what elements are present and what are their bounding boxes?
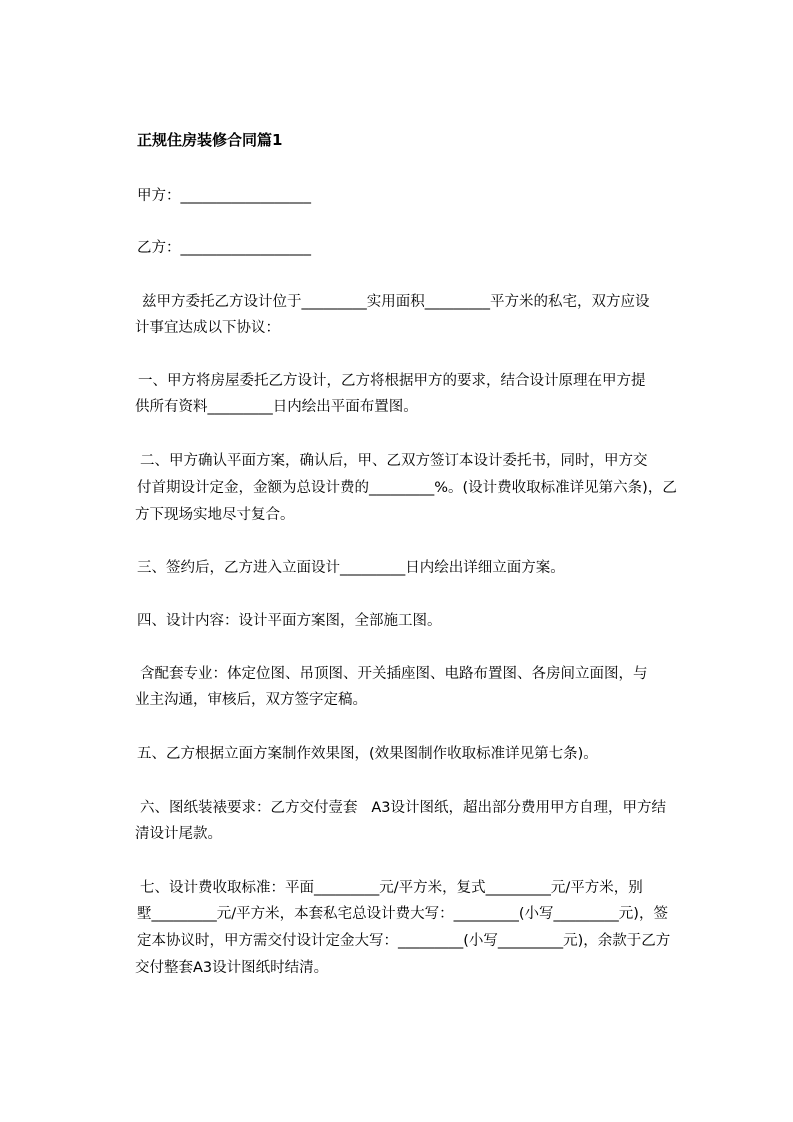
clause2-line-3: 方下现场实地尽寸复合。	[135, 507, 295, 523]
clause4-detail-line-1: 含配套专业：体定位图、吊顶图、开关插座图、电路布置图、各房间立面图，与	[140, 666, 648, 682]
clause3-line: 三、签约后，乙方进入立面设计_________日内绘出详细立面方案。	[137, 560, 565, 576]
clause4-line: 四、设计内容：设计平面方案图，全部施工图。	[137, 613, 442, 629]
clause1-line-2: 供所有资料_________日内绘出平面布置图。	[135, 399, 418, 415]
intro-line-1: 兹甲方委托乙方设计位于_________实用面积_________平方米的私宅，双方应设	[142, 294, 650, 310]
clause6-line-2: 清设计尾款。	[135, 826, 222, 842]
clause7-line-2: 墅_________元/平方米，本套私宅总设计费大写：_________(小写_________元)，签	[137, 906, 668, 922]
clause4-detail-line-2: 业主沟通，审核后，双方签字定稿。	[135, 692, 367, 708]
clause2-line-1: 二、甲方确认平面方案，确认后，甲、乙双方签订本设计委托书，同时，甲方交	[140, 453, 648, 469]
intro-line-2: 计事宜达成以下协议：	[135, 320, 280, 336]
clause5-line: 五、乙方根据立面方案制作效果图，(效果图制作收取标准详见第七条)。	[137, 746, 598, 762]
clause1-line-1: 一、甲方将房屋委托乙方设计，乙方将根据甲方的要求，结合设计原理在甲方提	[138, 373, 646, 389]
clause7-line-3: 定本协议时，甲方需交付设计定金大写：_________(小写_________元)，余款于乙方	[137, 933, 671, 949]
clause2-line-2: 付首期设计定金，金额为总设计费的_________%。(设计费收取标准详见第六条)，乙	[137, 480, 677, 496]
clause7-line-4: 交付整套A3设计图纸时结清。	[135, 960, 329, 976]
party-a-line: 甲方：__________________	[137, 188, 311, 204]
party-b-line: 乙方：__________________	[137, 240, 311, 256]
clause6-line-1: 六、图纸装裱要求：乙方交付壹套 A3设计图纸，超出部分费用甲方自理，甲方结	[140, 800, 666, 816]
document-title: 正规住房装修合同篇1	[137, 131, 283, 149]
clause7-line-1: 七、设计费收取标准：平面_________元/平方米，复式_________元/平方米，别	[140, 880, 643, 896]
